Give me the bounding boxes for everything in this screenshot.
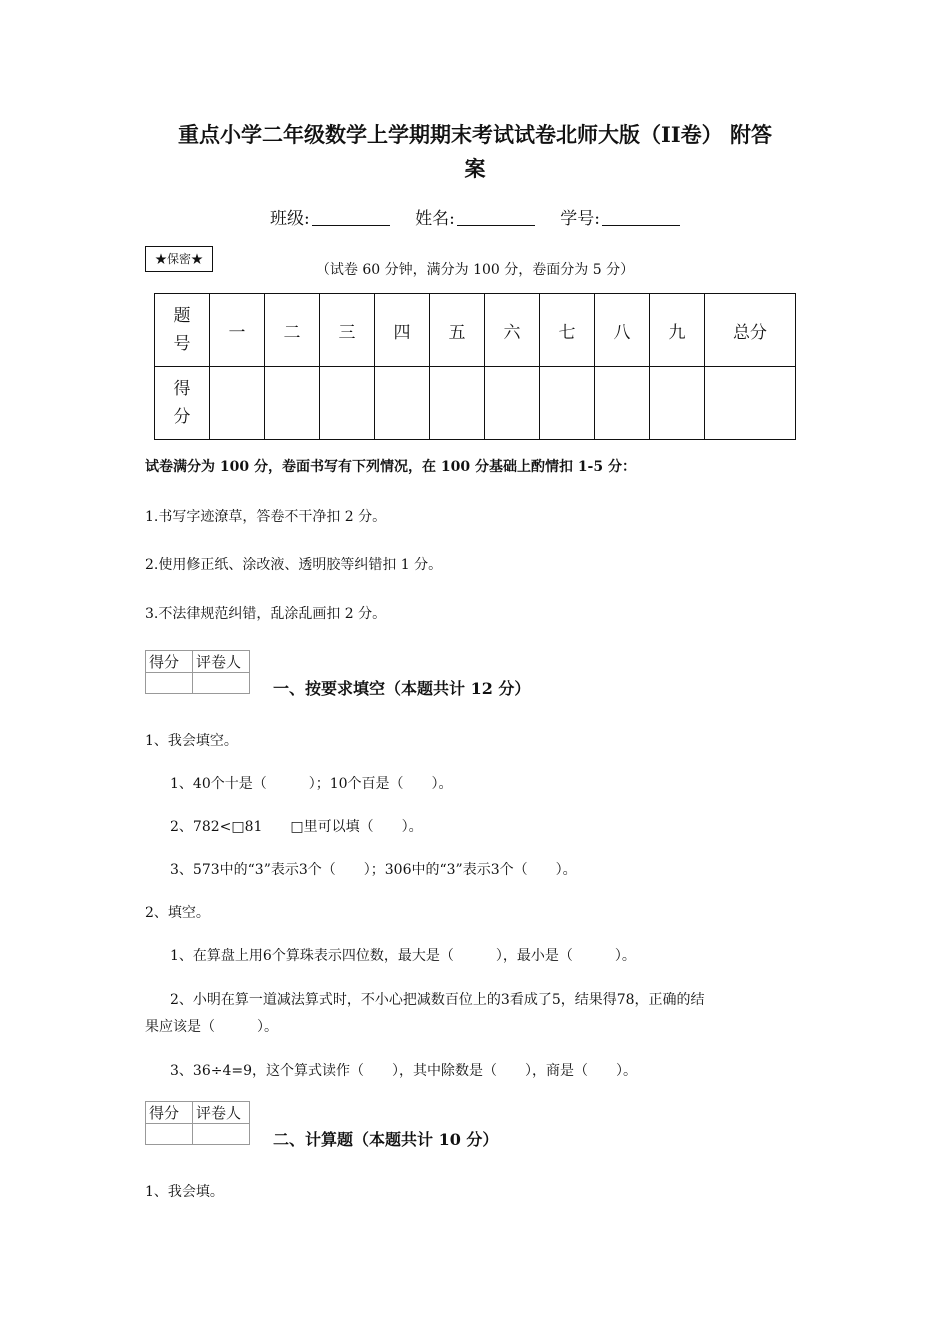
score-cell[interactable]	[650, 367, 705, 440]
grader-box-1	[145, 650, 250, 694]
section-2-title: 二、计算题（本题共计 10 分）	[273, 1130, 499, 1149]
rule-item-2: 2.使用修正纸、涂改液、透明胶等纠错扣 1 分。	[145, 557, 443, 573]
grader-score-label: 得分	[146, 1102, 193, 1124]
class-label: 班级:	[269, 209, 310, 229]
s1-q2-item-2: 2、小明在算一道减法算式时，不小心把减数百位上的3看成了5，结果得78，正确的结	[170, 992, 705, 1008]
score-cell[interactable]	[485, 367, 540, 440]
s1-q2-item-2-cont: 果应该是（ ）。	[145, 1019, 278, 1035]
secret-badge: ★保密★	[145, 246, 213, 272]
column-8: 八	[595, 294, 650, 367]
grader-score-cell[interactable]	[146, 673, 193, 694]
s1-question-2: 2、填空。	[145, 905, 210, 921]
s1-q1-item-3: 3、573中的“3”表示3个（ ）；306中的“3”表示3个（ ）。	[170, 862, 577, 878]
score-header-row	[155, 294, 796, 367]
column-4: 四	[375, 294, 430, 367]
s1-q2-item-3: 3、36÷4=9，这个算式读作（ ），其中除数是（ ），商是（ ）。	[170, 1063, 637, 1079]
score-label: 得 分	[155, 367, 210, 440]
column-2: 二	[265, 294, 320, 367]
section-1-title: 一、按要求填空（本题共计 12 分）	[273, 679, 531, 698]
student-info-row	[0, 204, 950, 229]
s1-question-1: 1、我会填空。	[145, 733, 238, 749]
score-cell[interactable]	[540, 367, 595, 440]
column-total: 总分	[705, 294, 796, 367]
title-line-1: 重点小学二年级数学上学期期末考试试卷北师大版（II卷） 附答	[178, 122, 772, 147]
score-cell[interactable]	[430, 367, 485, 440]
grader-reviewer-cell[interactable]	[193, 1124, 250, 1145]
question-number-label: 题 号	[155, 294, 210, 367]
grader-reviewer-cell[interactable]	[193, 673, 250, 694]
rules-heading: 试卷满分为 100 分，卷面书写有下列情况，在 100 分基础上酌情扣 1-5 分：	[145, 459, 636, 475]
column-3: 三	[320, 294, 375, 367]
name-field[interactable]	[415, 204, 535, 229]
name-label: 姓名:	[415, 209, 455, 229]
column-9: 九	[650, 294, 705, 367]
s1-q2-item-1: 1、在算盘上用6个算珠表示四位数，最大是（ ），最小是（ ）。	[170, 948, 636, 964]
column-6: 六	[485, 294, 540, 367]
exam-title	[0, 118, 950, 186]
score-cell[interactable]	[320, 367, 375, 440]
score-table	[154, 293, 796, 440]
number-label: 学号:	[560, 209, 600, 229]
rule-item-3: 3.不法律规范纠错，乱涂乱画扣 2 分。	[145, 606, 387, 622]
grader-reviewer-label: 评卷人	[193, 651, 250, 673]
student-number-field[interactable]	[560, 204, 680, 229]
score-cell-total[interactable]	[705, 367, 796, 440]
score-cell[interactable]	[210, 367, 265, 440]
title-line-2: 案	[464, 156, 486, 181]
grader-reviewer-label: 评卷人	[193, 1102, 250, 1124]
s2-question-1: 1、我会填。	[145, 1184, 224, 1200]
s1-q1-item-2: 2、782<□81 □里可以填（ ）。	[170, 819, 423, 835]
column-1: 一	[210, 294, 265, 367]
class-field[interactable]	[270, 204, 390, 229]
column-7: 七	[540, 294, 595, 367]
score-cell[interactable]	[595, 367, 650, 440]
s1-q1-item-1: 1、40个十是（ ）；10个百是（ ）。	[170, 776, 453, 792]
column-5: 五	[430, 294, 485, 367]
score-value-row	[155, 367, 796, 440]
score-cell[interactable]	[375, 367, 430, 440]
grader-score-label: 得分	[146, 651, 193, 673]
score-cell[interactable]	[265, 367, 320, 440]
grader-box-2	[145, 1101, 250, 1145]
grader-score-cell[interactable]	[146, 1124, 193, 1145]
exam-note: （试卷 60 分钟，满分为 100 分，卷面分为 5 分）	[315, 262, 635, 278]
rule-item-1: 1.书写字迹潦草，答卷不干净扣 2 分。	[145, 509, 387, 525]
